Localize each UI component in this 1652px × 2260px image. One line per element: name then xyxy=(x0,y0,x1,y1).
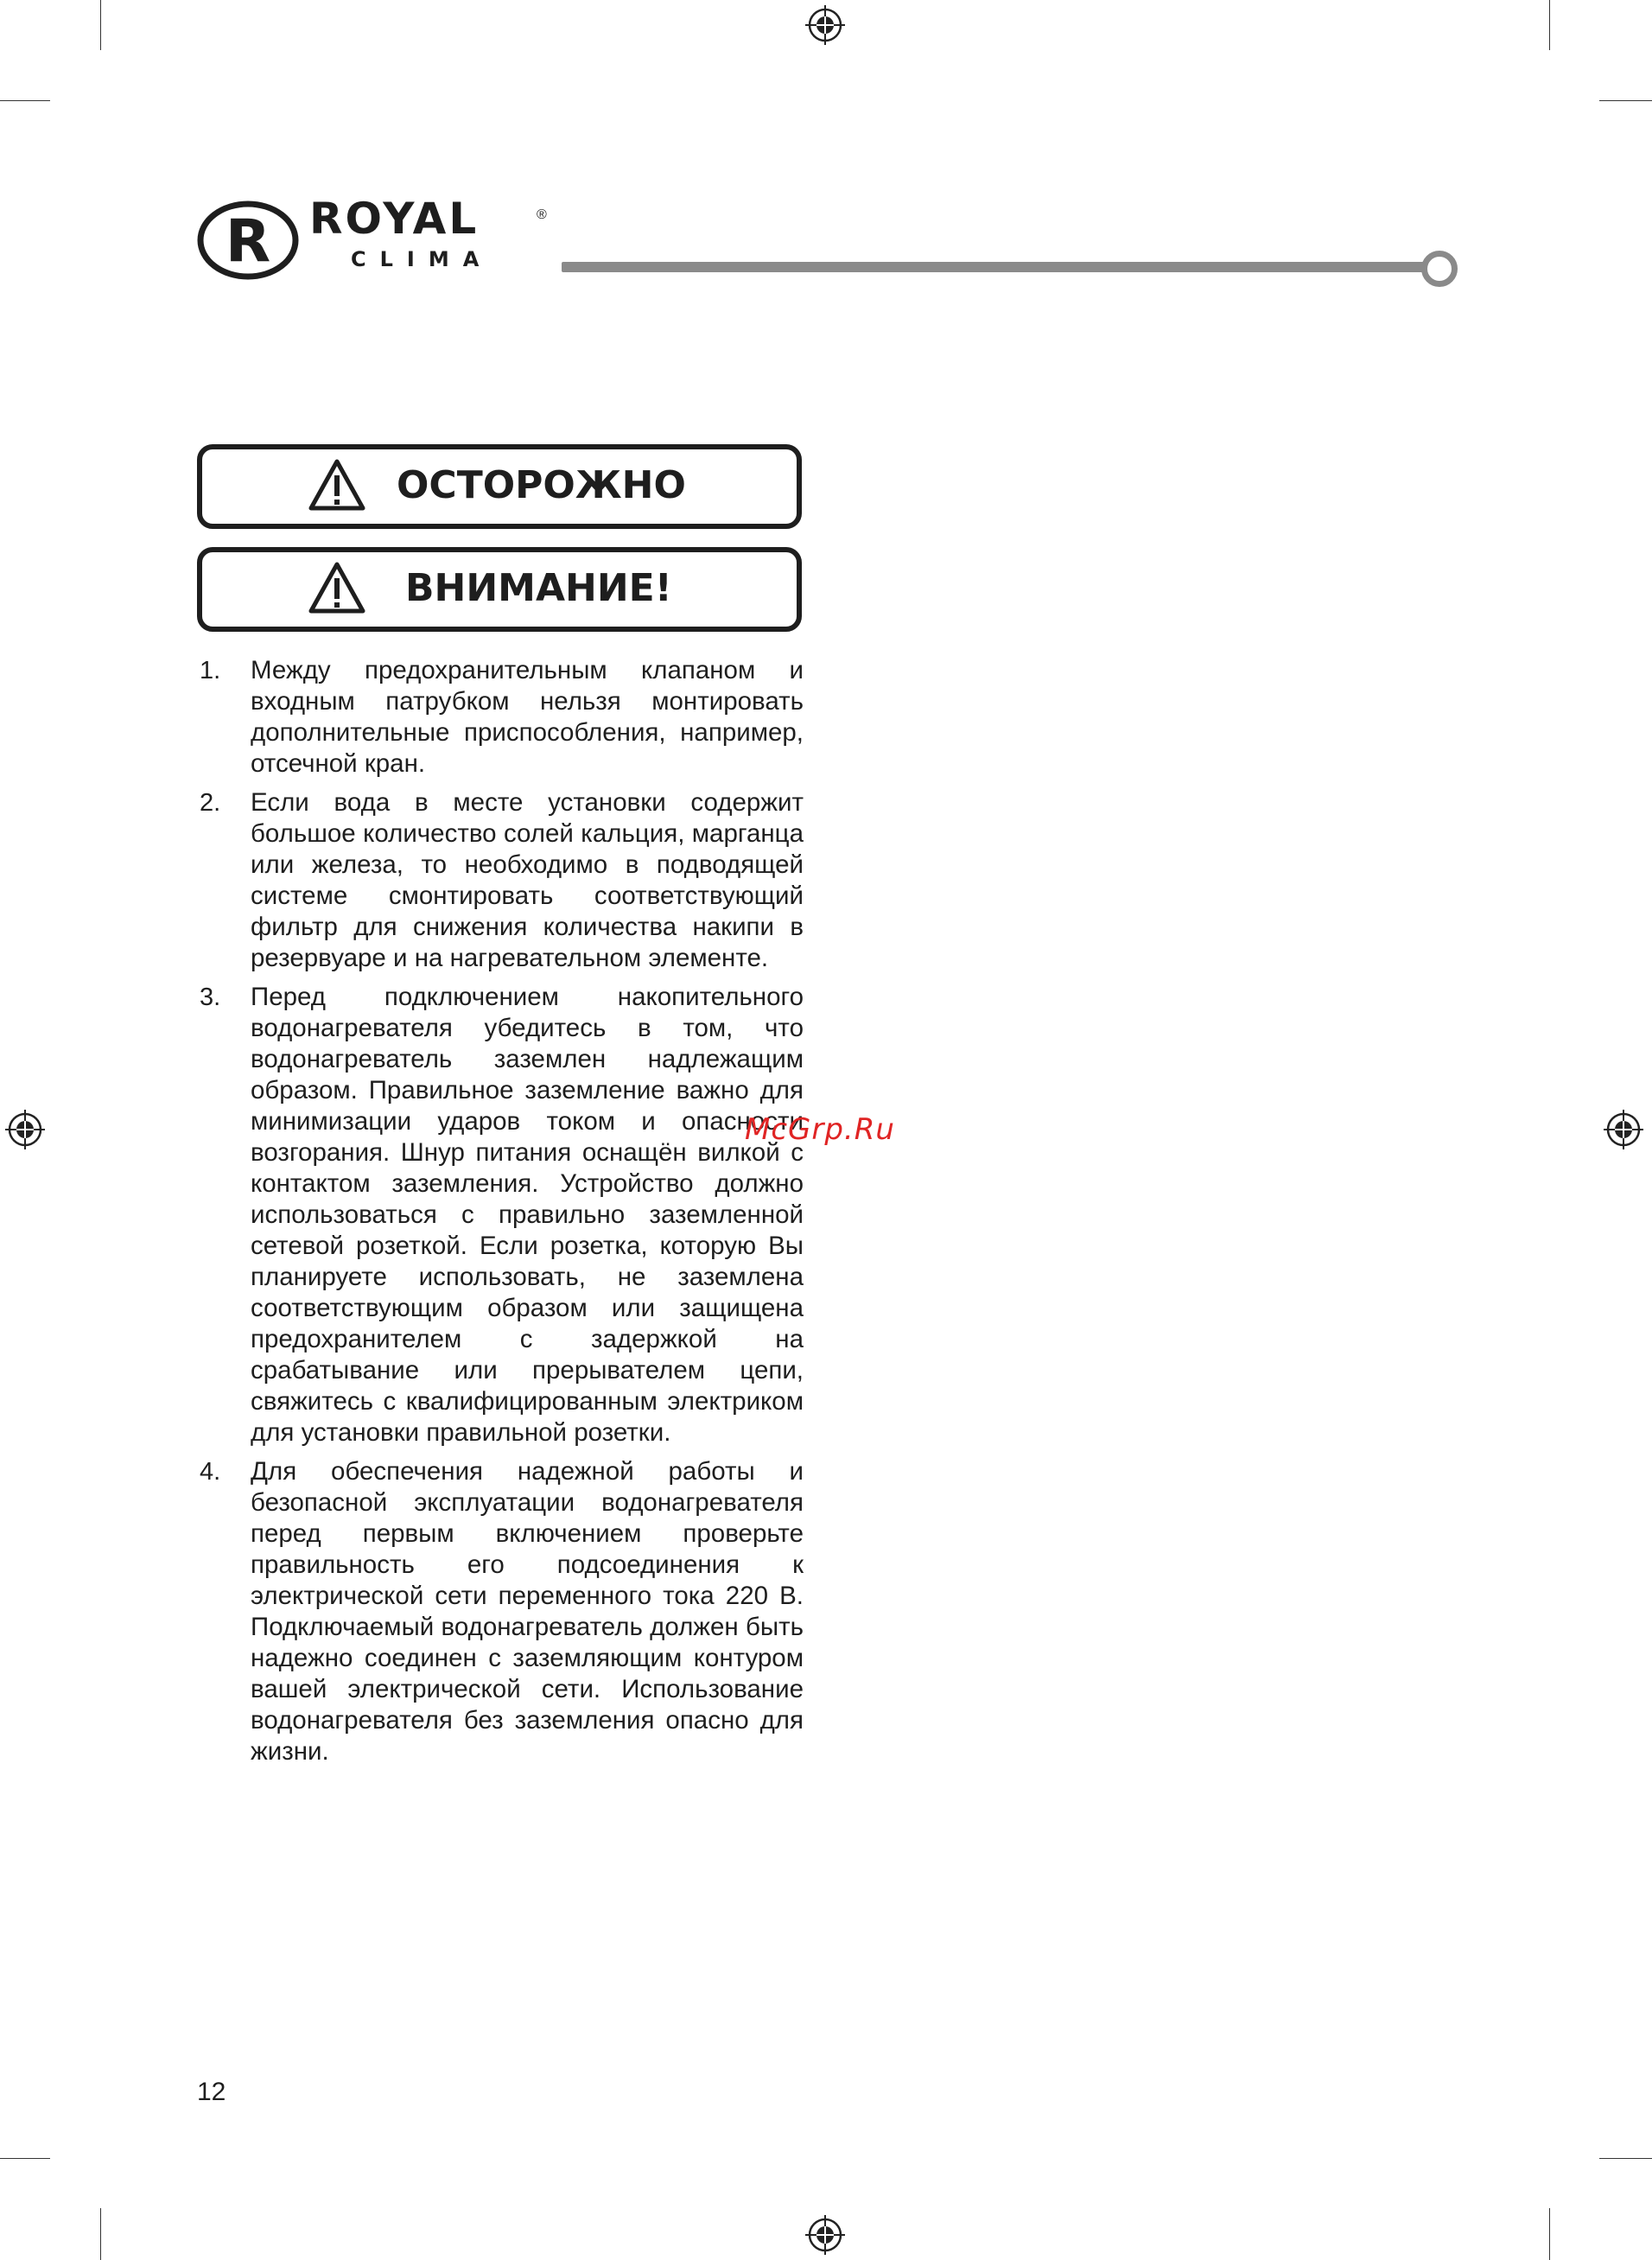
list-item-number: 4. xyxy=(200,1458,221,1486)
crop-mark xyxy=(0,2158,50,2159)
warning-triangle-icon xyxy=(308,561,366,614)
crop-mark xyxy=(100,0,101,50)
list-item-text: Для обеспечения надежной работы и безопасной эксплуатации водонагревателя перед первым включением проверьте правильность его подсоединения к электрической сети переменного тока 220 В. Подключаемый водонагреватель должен быть надежно соединен с заземляющим контуром вашей электрической сети. Использование водонагревателя без заземления опасно для жизни. xyxy=(251,1457,804,1766)
crop-mark xyxy=(1599,2158,1652,2159)
page-number: 12 xyxy=(197,2078,226,2106)
registered-mark: ® xyxy=(537,207,547,222)
list-item-number: 1. xyxy=(200,657,221,684)
warning-list xyxy=(197,655,804,1767)
list-item-text: Между предохранительным клапаном и входным патрубком нельзя монтировать дополнительные приспособления, например, отсечной кран. xyxy=(251,656,804,778)
list-item xyxy=(197,655,804,780)
warning-triangle-icon xyxy=(308,458,366,512)
registration-mark-icon xyxy=(5,1110,45,1149)
caution-box-vnimanie xyxy=(197,547,802,632)
royal-clima-monogram-icon xyxy=(197,201,299,280)
caution-box-osторожно xyxy=(197,444,802,529)
crop-mark xyxy=(0,100,50,101)
list-item-number: 2. xyxy=(200,789,221,817)
list-item xyxy=(197,787,804,974)
registration-mark-icon xyxy=(805,5,845,45)
list-item-text: Перед подключением накопительного водонагревателя убедитесь в том, что водонагреватель заземлен надлежащим образом. Правильное заземление важно для минимизации ударов током и опасности возгорания. Шнур питания оснащён вилкой с контактом заземления. Устройство должно использоваться с правильно заземленной сетевой розеткой. Если розетка, которую Вы планируете использовать, не заземлена соответствующим образом или защищена предохранителем с задержкой на срабатывание или прерывателем цепи, свяжитесь с квалифицированным электриком для установки правильной розетки. xyxy=(251,983,804,1447)
brand-name: ROYAL xyxy=(309,194,480,244)
crop-mark xyxy=(1549,0,1550,50)
caution-label: ВНИМАНИЕ! xyxy=(405,566,672,610)
registration-mark-icon xyxy=(1604,1110,1643,1149)
header-rule-end-ring xyxy=(1421,251,1458,287)
list-item-number: 3. xyxy=(200,984,221,1011)
monogram-letter: R xyxy=(225,207,271,276)
brand-logo xyxy=(197,194,560,280)
caution-label: ОСТОРОЖНО xyxy=(397,463,686,507)
registration-mark-icon xyxy=(805,2215,845,2255)
list-item xyxy=(197,1456,804,1767)
list-item xyxy=(197,982,804,1448)
brand-subname: CLIMA xyxy=(351,247,493,271)
crop-mark xyxy=(1599,100,1652,101)
crop-mark xyxy=(100,2208,101,2260)
crop-mark xyxy=(1549,2208,1550,2260)
header-rule xyxy=(562,262,1426,272)
list-item-text: Если вода в месте установки содержит большое количество солей кальция, марганца или железа, то необходимо в подводящей системе смонтировать соответствующий фильтр для снижения количества накипи в резервуаре и на нагревательном элементе. xyxy=(251,788,804,972)
watermark: McGrp.Ru xyxy=(745,1112,895,1147)
